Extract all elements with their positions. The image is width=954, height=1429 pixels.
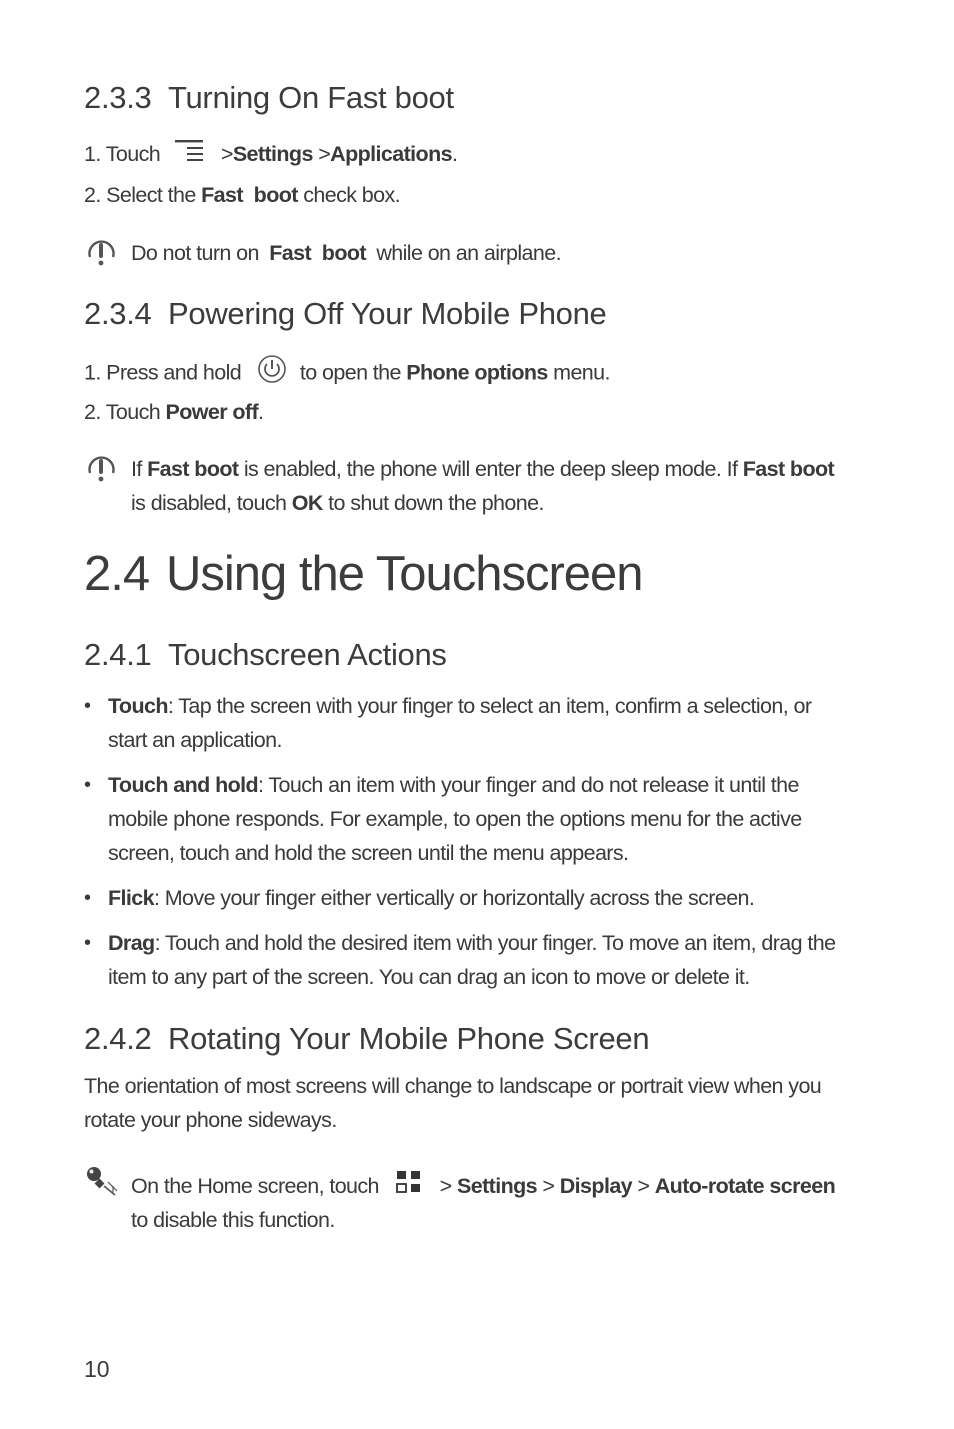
body-paragraph-line1: The orientation of most screens will change to landscape or portrait view when you	[84, 1074, 822, 1098]
power-icon	[257, 354, 287, 394]
list-item: • Drag: Touch and hold the desired item with your finger. To move an item, drag the item to any part of the screen. You can drag an icon to move or delete it.	[84, 931, 836, 989]
tip-icon	[84, 1164, 120, 1203]
note-icon	[84, 237, 118, 276]
tip-auto-rotate-line1: On the Home screen, touch > Settings > Display > Auto-rotate screen	[131, 1169, 835, 1205]
list-item: • Touch and hold: Touch an item with your finger and do not release it until the mobile phone responds. For example, to open the options menu for the active screen, touch and hold the screen until the menu appears.	[84, 773, 802, 865]
list-item: • Touch: Tap the screen with your finger to select an item, confirm a selection, or start an application.	[84, 694, 812, 752]
step-touch-power-off: 2. Touch Power off.	[84, 400, 264, 424]
tip-auto-rotate-line2: to disable this function.	[131, 1208, 335, 1232]
note-fast-boot-line2: is disabled, touch OK to shut down the phone.	[131, 491, 544, 515]
note-airplane: Do not turn on Fast boot while on an airplane.	[131, 241, 561, 265]
chapter-heading-2-4: 2.4 Using the Touchscreen	[84, 547, 643, 601]
note-icon	[84, 453, 118, 492]
section-heading-2-3-3: 2.3.3 Turning On Fast boot	[84, 80, 454, 115]
section-heading-2-3-4: 2.3.4 Powering Off Your Mobile Phone	[84, 296, 607, 331]
menu-icon	[175, 137, 205, 173]
apps-grid-icon	[396, 1169, 422, 1205]
list-item: • Flick: Move your finger either vertically or horizontally across the screen.	[84, 886, 755, 910]
step-touch-settings-applications: 1. Touch >Settings >Applications.	[84, 137, 457, 173]
step-press-hold-power: 1. Press and hold to open the Phone options menu.	[84, 354, 610, 394]
step-select-fast-boot: 2. Select the Fast boot check box.	[84, 183, 400, 207]
page-number: 10	[84, 1356, 110, 1382]
body-paragraph-line2: rotate your phone sideways.	[84, 1108, 337, 1132]
note-fast-boot-line1: If Fast boot is enabled, the phone will enter the deep sleep mode. If Fast boot	[131, 457, 835, 481]
section-heading-2-4-1: 2.4.1 Touchscreen Actions	[84, 637, 447, 672]
section-heading-2-4-2: 2.4.2 Rotating Your Mobile Phone Screen	[84, 1021, 650, 1056]
